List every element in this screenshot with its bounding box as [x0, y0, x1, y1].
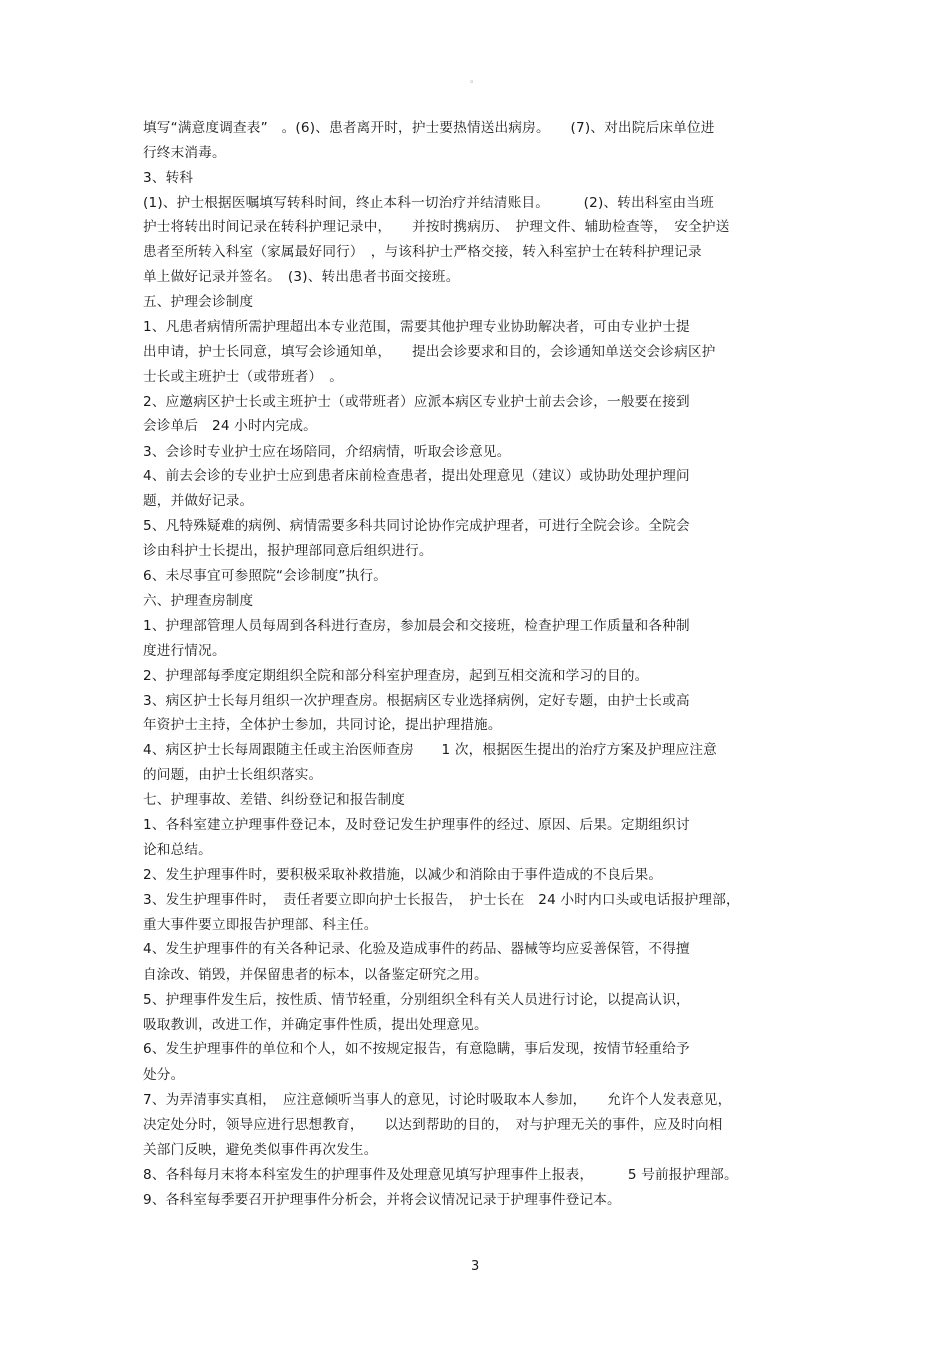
text-line: 3、转科: [143, 170, 194, 186]
text-line: 4、发生护理事件的有关各种记录、化验及造成事件的药品、器械等均应妥善保管，不得擅: [143, 941, 690, 957]
text-line: 患者至所转入科室（家属最好同行） ，与该科护士严格交接，转入科室护士在转科护理记录: [143, 244, 702, 260]
page-number: 3: [471, 1259, 480, 1274]
text-line: 2、应邀病区护士长或主班护士（或带班者）应派本病区专业护士前去会诊，一般要在接到: [143, 394, 690, 410]
text-line: 5、护理事件发生后，按性质、情节轻重，分别组织全科有关人员进行讨论，以提高认识，: [143, 992, 690, 1008]
text-line: 护士将转出时间记录在转科护理记录中， 并按时携病历、 护理文件、辅助检查等， 安全护送: [143, 219, 730, 235]
text-line: 重大事件要立即报告护理部、科主任。: [143, 917, 378, 933]
text-line: 3、发生护理事件时， 责任者要立即向护士长报告， 护士长在 24 小时内口头或电话报护理部，: [143, 892, 740, 908]
text-line: 4、前去会诊的专业护士应到患者床前检查患者，提出处理意见（建议）或协助处理护理问: [143, 468, 690, 484]
text-line: 处分。: [143, 1067, 185, 1083]
text-line: 士长或主班护士（或带班者） 。: [143, 369, 344, 385]
text-line: 吸取教训，改进工作，并确定事件性质，提出处理意见。: [143, 1017, 488, 1033]
text-line: 论和总结。: [143, 842, 212, 858]
text-line: 3、病区护士长每月组织一次护理查房。根据病区专业选择病例，定好专题，由护士长或高: [143, 693, 690, 709]
text-line: 4、病区护士长每周跟随主任或主治医师查房 1 次，根据医生提出的治疗方案及护理应注意: [143, 742, 717, 758]
text-line: 五、护理会诊制度: [143, 294, 254, 310]
text-line: 1、各科室建立护理事件登记本，及时登记发生护理事件的经过、原因、后果。定期组织讨: [143, 817, 690, 833]
text-line: 1、护理部管理人员每周到各科进行查房，参加晨会和交接班，检查护理工作质量和各种制: [143, 618, 690, 634]
text-line: (1)、护士根据医嘱填写转科时间，终止本科一切治疗并结清账目。 (2)、转出科室由当班: [143, 195, 714, 211]
text-line: 单上做好记录并签名。 (3)、转出患者书面交接班。: [143, 269, 460, 285]
text-line: 出申请，护士长同意，填写会诊通知单， 提出会诊要求和目的，会诊通知单送交会诊病区护: [143, 344, 716, 360]
text-line: 5、凡特殊疑难的病例、病情需要多科共同讨论协作完成护理者，可进行全院会诊。全院会: [143, 518, 690, 534]
text-line: 度进行情况。: [143, 643, 226, 659]
text-line: 会诊单后 24 小时内完成。: [143, 418, 317, 434]
text-line: 行终末消毒。: [143, 145, 226, 161]
text-line: 自涂改、销毁，并保留患者的标本，以备鉴定研究之用。: [143, 967, 488, 983]
text-line: 决定处分时，领导应进行思想教育， 以达到帮助的目的， 对与护理无关的事件，应及时向相: [143, 1117, 723, 1133]
text-line: 1、凡患者病情所需护理超出本专业范围，需要其他护理专业协助解决者，可由专业护士提: [143, 319, 690, 335]
text-line: 3、会诊时专业护士应在场陪同，介绍病情，听取会诊意见。: [143, 444, 511, 460]
text-line: 诊由科护士长提出，报护理部同意后组织进行。: [143, 543, 433, 559]
text-line: 题，并做好记录。: [143, 493, 254, 509]
text-line: 的问题，由护士长组织落实。: [143, 767, 323, 783]
text-line: 关部门反映，避免类似事件再次发生。: [143, 1142, 378, 1158]
header-mark: 。: [470, 75, 480, 85]
text-line: 年资护士主持，全体护士参加，共同讨论，提出护理措施。: [143, 717, 502, 733]
text-line: 2、护理部每季度定期组织全院和部分科室护理查房，起到互相交流和学习的目的。: [143, 668, 649, 684]
text-line: 填写“满意度调查表” 。(6)、患者离开时，护士要热情送出病房。 (7)、对出院后床单位进: [143, 120, 715, 136]
text-line: 6、发生护理事件的单位和个人，如不按规定报告，有意隐瞒，事后发现，按情节轻重给予: [143, 1041, 690, 1057]
text-line: 六、护理查房制度: [143, 593, 254, 609]
text-line: 2、发生护理事件时，要积极采取补救措施，以减少和消除由于事件造成的不良后果。: [143, 867, 663, 883]
text-line: 9、各科室每季要召开护理事件分析会，并将会议情况记录于护理事件登记本。: [143, 1192, 621, 1208]
text-line: 7、为弄清事实真相， 应注意倾听当事人的意见，讨论时吸取本人参加， 允许个人发表意见，: [143, 1092, 732, 1108]
text-line: 6、未尽事宜可参照院“会诊制度”执行。: [143, 568, 388, 584]
text-line: 七、护理事故、差错、纠纷登记和报告制度: [143, 792, 406, 808]
text-line: 8、各科每月末将本科室发生的护理事件及处理意见填写护理事件上报表， 5 号前报护理部。: [143, 1167, 738, 1183]
